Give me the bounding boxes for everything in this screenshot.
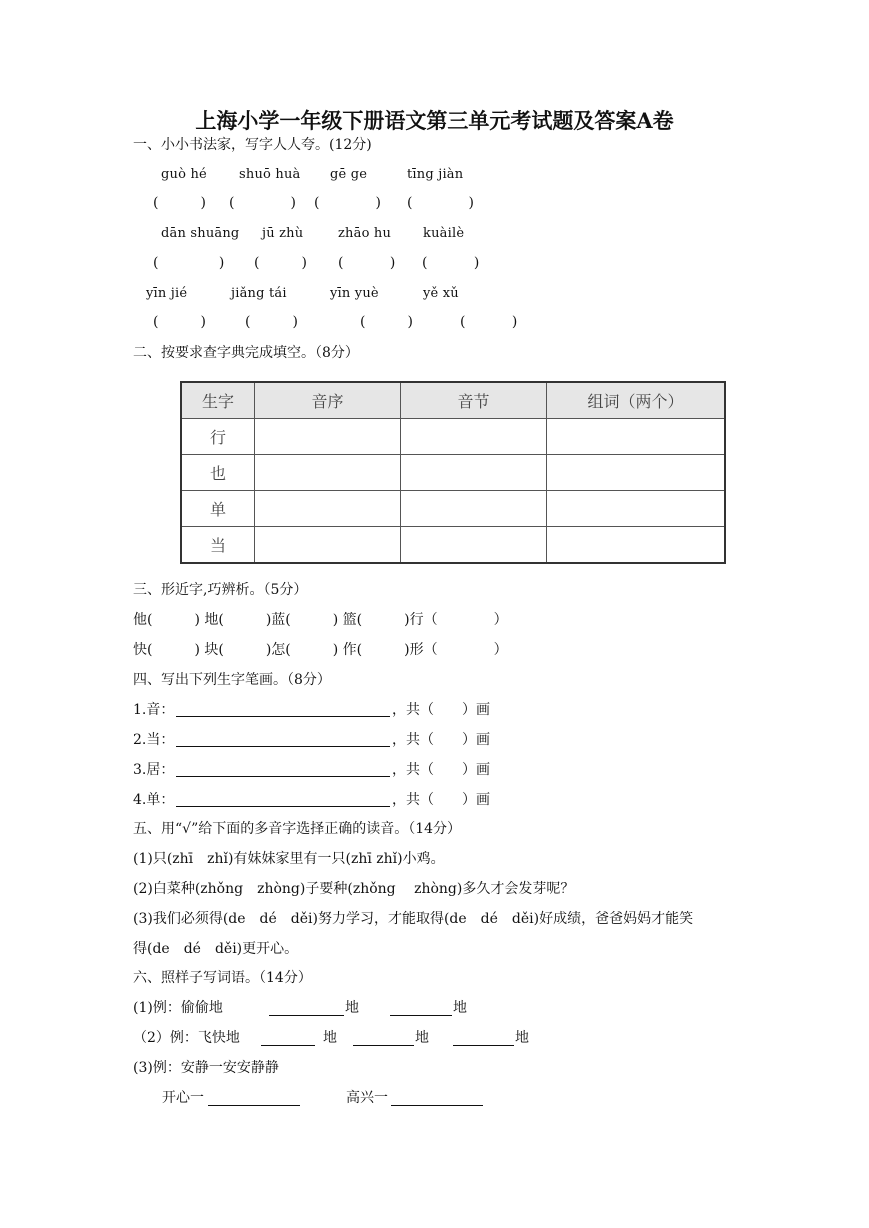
- answer-cell[interactable]: [401, 419, 547, 455]
- pinyin: yīn jié: [146, 286, 188, 301]
- table-char: 单: [181, 491, 255, 527]
- similar-chars-row[interactable]: 他( ) 地( )蓝( ) 篮( )行（ ）: [133, 612, 508, 628]
- polyphone-question-cont[interactable]: 得(de dé děi)更开心。: [133, 941, 299, 957]
- answer-cell[interactable]: [255, 419, 401, 455]
- answer-parens[interactable]: ( ): [153, 195, 206, 211]
- polyphone-question[interactable]: (1)只(zhī zhǐ)有妹妹家里有一只(zhī zhǐ)小鸡。: [133, 851, 445, 867]
- pinyin: zhāo hu: [338, 226, 392, 241]
- section-1-heading: 一、小小书法家，写字人人夸。(12分): [133, 137, 372, 153]
- pinyin: jiǎng tái: [231, 286, 287, 301]
- answer-cell[interactable]: [401, 527, 547, 564]
- answer-parens[interactable]: ( ): [314, 195, 381, 211]
- word-prompt: 高兴一: [346, 1090, 388, 1106]
- answer-cell[interactable]: [255, 527, 401, 564]
- column-header: 音序: [255, 382, 401, 419]
- answer-cell[interactable]: [255, 491, 401, 527]
- answer-parens[interactable]: ( ): [153, 255, 225, 271]
- answer-cell[interactable]: [255, 455, 401, 491]
- table-row: [181, 455, 725, 491]
- suffix: 地: [415, 1030, 429, 1046]
- word-prompt: 开心一: [162, 1090, 204, 1106]
- answer-parens[interactable]: ( ): [254, 255, 307, 271]
- answer-cell[interactable]: [547, 491, 726, 527]
- word-answer-line[interactable]: [269, 1015, 344, 1016]
- stroke-item-label: 4.单：: [133, 792, 175, 808]
- stroke-answer-line[interactable]: [176, 746, 390, 747]
- section-2-heading: 二、按要求查字典完成填空。（8分）: [133, 345, 359, 361]
- answer-cell[interactable]: [547, 455, 726, 491]
- table-row: [181, 527, 725, 564]
- stroke-count-tail[interactable]: ，共（ ）画: [392, 732, 490, 748]
- section-6-heading: 六、照样子写词语。（14分）: [133, 970, 312, 986]
- column-header: 生字: [181, 382, 255, 419]
- stroke-item-label: 1.音：: [133, 702, 175, 718]
- polyphone-question[interactable]: (3)我们必须得(de dé děi)努力学习，才能取得(de dé děi)好成绩，爸爸妈妈才能笑: [133, 911, 694, 927]
- section-3-heading: 三、形近字,巧辨析。（5分）: [133, 582, 308, 598]
- word-answer-line[interactable]: [208, 1105, 300, 1106]
- suffix: 地: [345, 1000, 359, 1016]
- pinyin: yīn yuè: [330, 286, 379, 301]
- word-answer-line[interactable]: [453, 1045, 514, 1046]
- polyphone-question[interactable]: (2)白菜种(zhǒng zhòng)子要种(zhǒng zhòng)多久才会发芽呢？: [133, 881, 575, 897]
- pinyin: jū zhù: [262, 226, 304, 241]
- answer-parens[interactable]: ( ): [338, 255, 396, 271]
- stroke-item-label: 3.居：: [133, 762, 175, 778]
- table-row: [181, 491, 725, 527]
- answer-parens[interactable]: ( ): [229, 195, 296, 211]
- stroke-answer-line[interactable]: [176, 806, 390, 807]
- table-char: 行: [181, 419, 255, 455]
- pinyin: shuō huà: [239, 167, 301, 182]
- column-header: 音节: [401, 382, 547, 419]
- word-answer-line[interactable]: [261, 1045, 315, 1046]
- stroke-count-tail[interactable]: ，共（ ）画: [392, 702, 490, 718]
- answer-parens[interactable]: ( ): [422, 255, 480, 271]
- answer-parens[interactable]: ( ): [360, 314, 413, 330]
- answer-parens[interactable]: ( ): [245, 314, 298, 330]
- pinyin: dān shuāng: [161, 226, 240, 241]
- section-4-heading: 四、写出下列生字笔画。（8分）: [133, 672, 331, 688]
- table-row: [181, 419, 725, 455]
- word-answer-line[interactable]: [353, 1045, 414, 1046]
- answer-parens[interactable]: ( ): [153, 314, 206, 330]
- table-char: 当: [181, 527, 255, 564]
- stroke-answer-line[interactable]: [176, 776, 390, 777]
- column-header: 组词（两个）: [547, 382, 726, 419]
- example-label: (1)例：偷偷地: [133, 1000, 223, 1016]
- dictionary-table: [180, 381, 726, 564]
- answer-parens[interactable]: ( ): [407, 195, 474, 211]
- example-label: (3)例：安静一安安静静: [133, 1060, 279, 1076]
- pinyin: gē ge: [330, 167, 368, 182]
- table-char: 也: [181, 455, 255, 491]
- answer-cell[interactable]: [547, 419, 726, 455]
- stroke-answer-line[interactable]: [176, 716, 390, 717]
- page-title: 上海小学一年级下册语文第三单元考试题及答案A卷: [195, 108, 674, 133]
- stroke-item-label: 2.当：: [133, 732, 175, 748]
- word-answer-line[interactable]: [390, 1015, 452, 1016]
- stroke-count-tail[interactable]: ，共（ ）画: [392, 762, 490, 778]
- suffix: 地: [453, 1000, 467, 1016]
- answer-parens[interactable]: ( ): [460, 314, 518, 330]
- suffix: 地: [323, 1030, 337, 1046]
- section-5-heading: 五、用“√”给下面的多音字选择正确的读音。（14分）: [133, 821, 462, 837]
- pinyin: guò hé: [161, 167, 207, 182]
- example-label: （2）例：飞快地: [133, 1030, 240, 1046]
- suffix: 地: [515, 1030, 529, 1046]
- similar-chars-row[interactable]: 快( ) 块( )怎( ) 作( )形（ ）: [133, 642, 508, 658]
- answer-cell[interactable]: [547, 527, 726, 564]
- pinyin: yě xǔ: [423, 286, 459, 301]
- answer-cell[interactable]: [401, 455, 547, 491]
- pinyin: tīng jiàn: [407, 167, 464, 182]
- table-header-row: [181, 382, 725, 419]
- answer-cell[interactable]: [401, 491, 547, 527]
- word-answer-line[interactable]: [391, 1105, 483, 1106]
- pinyin: kuàilè: [423, 226, 465, 241]
- stroke-count-tail[interactable]: ，共（ ）画: [392, 792, 490, 808]
